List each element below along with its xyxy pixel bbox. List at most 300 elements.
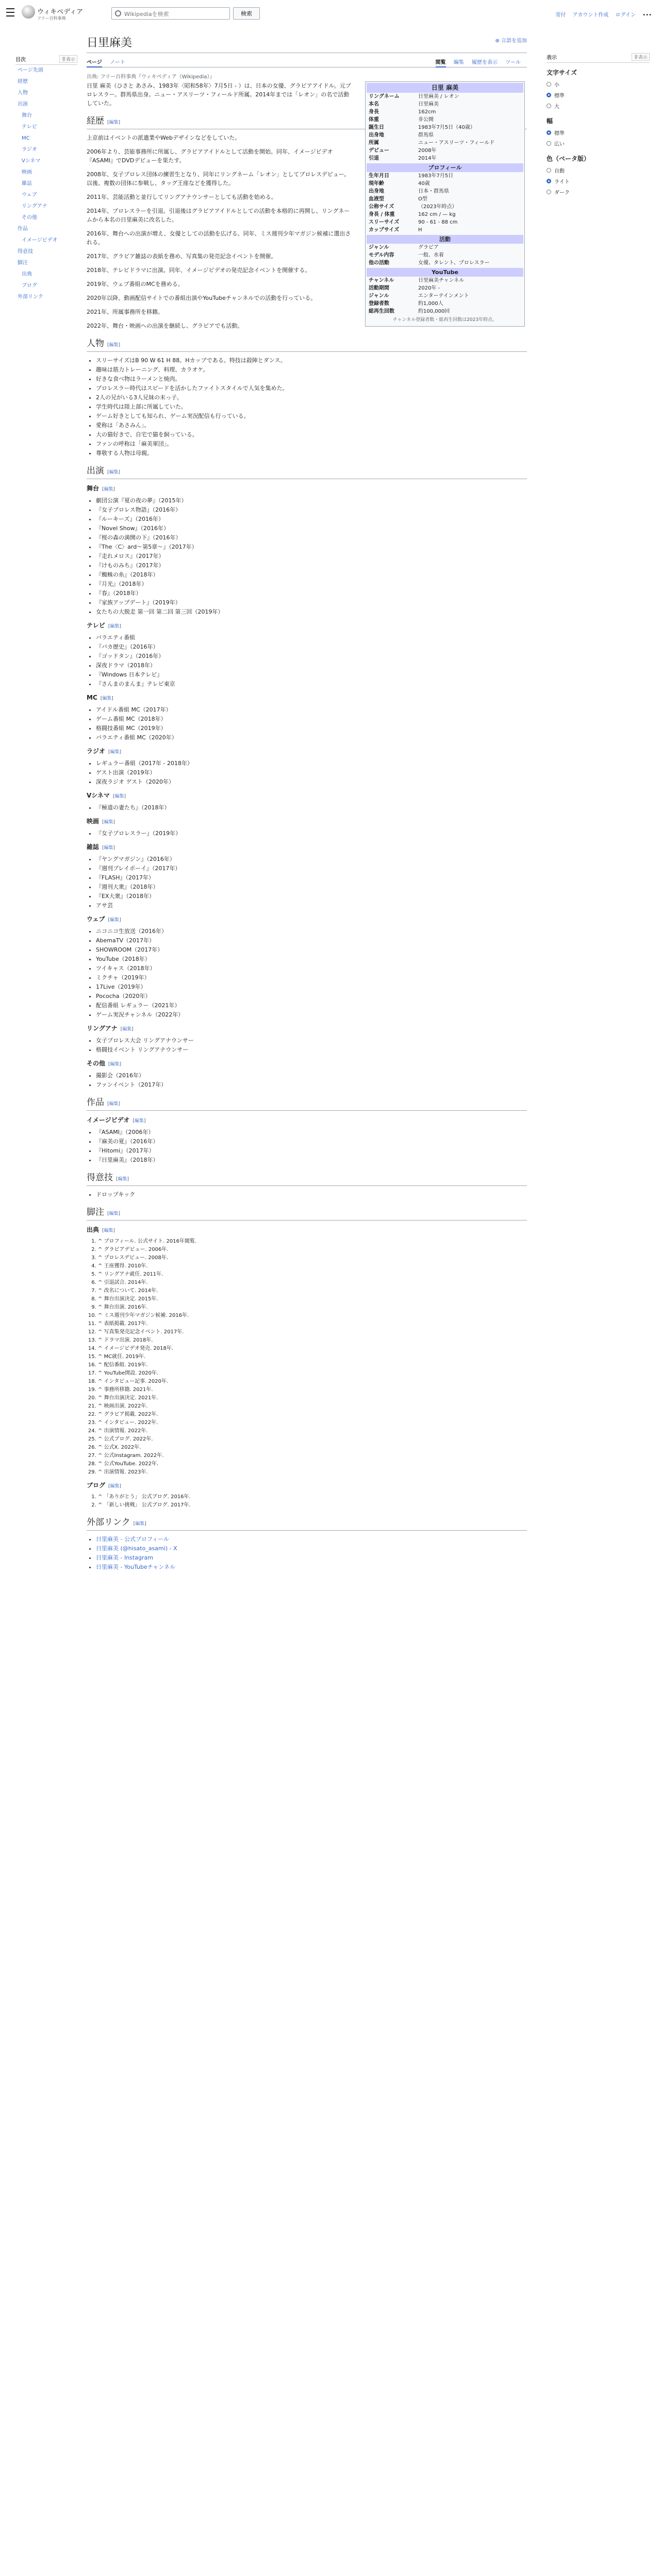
reference-item: 19. ^ 事務所移籍. 2021年.: [98, 1386, 527, 1394]
tab-tools[interactable]: ツール: [505, 60, 521, 65]
tab-edit[interactable]: 編集: [453, 60, 464, 65]
edit-link-label[interactable]: 編集: [134, 1118, 144, 1124]
edit-link[interactable]: [編集]: [100, 696, 113, 701]
person-item: • 趣味は筋力トレーニング、料理、カラオケ。: [96, 365, 527, 374]
stage-item: • 『月光』（2018年）: [96, 580, 527, 588]
infobox-key: 総再生回数: [369, 309, 394, 314]
stage-item: • 『家族アップデート』（2019年）: [96, 598, 527, 607]
toc-list: [15, 65, 77, 303]
mc-item: • ゲーム番組 MC（2018年）: [96, 715, 527, 723]
reference-item: 25. ^ 公式ブログ. 2022年.: [98, 1435, 527, 1443]
subsection-sources-text: 出典: [87, 1226, 100, 1233]
edit-link[interactable]: [編集]: [108, 750, 122, 755]
edit-link-label[interactable]: 編集: [109, 1211, 119, 1216]
toc-item[interactable]: 出典: [22, 272, 32, 277]
infobox-key: 引退: [369, 156, 379, 161]
reference-item: 16. ^ 配信番組. 2019年.: [98, 1361, 527, 1369]
toc-item[interactable]: 外部リンク: [18, 294, 43, 300]
toc-item[interactable]: 出演: [18, 101, 28, 107]
person-item: • ゲーム好きとしても知られ、ゲーム実況配信も行っている。: [96, 412, 527, 420]
infobox-key: 本名: [369, 101, 379, 107]
edit-link[interactable]: [編集]: [102, 1228, 115, 1233]
magazine-item: • アサ芸: [96, 901, 527, 910]
infobox-row: [367, 100, 523, 108]
page-title: 日里麻美: [87, 37, 133, 49]
subsection-other-text: その他: [87, 1060, 106, 1067]
external-link[interactable]: 日里麻美 - YouTubeチャンネル: [96, 1564, 176, 1570]
reference-item: 7. ^ 改名について. 2014年.: [98, 1287, 527, 1295]
toc-hide-button[interactable]: 非表示: [59, 55, 77, 63]
section-career-text: 経歴: [87, 116, 104, 126]
reference-item: 18. ^ インタビュー記事. 2020年.: [98, 1378, 527, 1385]
infobox-row: [367, 172, 523, 180]
edit-link[interactable]: [編集]: [108, 1484, 122, 1489]
infobox-value: 一般、水着: [418, 252, 444, 258]
career-paragraph: 2022年、舞台・映画への出演を継続し、グラビアでも活動。: [87, 323, 243, 329]
subsection-magazine-text: 雑誌: [87, 843, 100, 851]
infobox-value: 約100,000回: [418, 309, 450, 314]
edit-link[interactable]: [編集]: [102, 845, 115, 851]
search-button[interactable]: 検索: [233, 7, 260, 20]
blog-item: 2. ^ 「新しい挑戦」 公式ブログ. 2017年.: [98, 1501, 527, 1509]
infobox-key: スリーサイズ: [369, 219, 400, 225]
career-paragraph: 2017年、グラビア雑誌の表紙を務め、写真集の発売記念イベントを開催。: [87, 253, 277, 260]
appearance-hide-button[interactable]: 非表示: [632, 53, 650, 61]
infobox-value: 日本・群馬県: [418, 189, 449, 194]
edit-link-label[interactable]: 編集: [109, 120, 119, 125]
other-item-list: [87, 1071, 527, 1089]
edit-link-label[interactable]: 編集: [110, 918, 120, 923]
menu-icon[interactable]: [6, 8, 14, 16]
infobox-value: 女優、タレント、プロレスラー: [418, 260, 490, 266]
career-paragraph: 2021年、所属事務所を移籍。: [87, 309, 163, 315]
edit-link[interactable]: [編集]: [116, 1177, 129, 1182]
radio-circle-icon[interactable]: [547, 93, 551, 97]
edit-link[interactable]: [編集]: [102, 487, 115, 492]
toc-item[interactable]: 舞台: [22, 113, 32, 118]
tab-talk[interactable]: ノート: [110, 60, 125, 65]
edit-link[interactable]: [編集]: [107, 1101, 121, 1107]
ring-item: • 女子プロレス大会 リングアナウンサー: [96, 1036, 527, 1045]
subsection-stage-text: 舞台: [87, 485, 100, 492]
infobox-row: [367, 300, 523, 308]
infobox-key: 生年月日: [369, 173, 389, 179]
edit-link[interactable]: [編集]: [102, 820, 115, 825]
reference-item: 29. ^ 出演情報. 2023年.: [98, 1468, 527, 1476]
section-links-text: 外部リンク: [87, 1517, 130, 1528]
radio-option[interactable]: [547, 138, 650, 149]
radio-label: ライト: [554, 179, 570, 185]
subsection-ring: [87, 1024, 527, 1034]
magazine-item: • 『週刊大衆』（2018年）: [96, 883, 527, 891]
edit-link[interactable]: [編集]: [112, 794, 126, 799]
toc-item[interactable]: ページ先頭: [18, 67, 43, 73]
subsection-tv: [87, 621, 527, 631]
text-size-options: [547, 79, 650, 111]
subsection-mc-text: MC: [87, 694, 97, 701]
person-item: • プロレスラー時代はスピードを活かしたファイトスタイルで人気を集めた。: [96, 384, 527, 393]
career-paragraph: 2018年、テレビドラマに出演。同年、イメージビデオの発売記念イベントを開催する。: [87, 267, 311, 274]
add-languages-button[interactable]: ⊕ 言語を追加: [495, 38, 527, 44]
radio-circle-icon[interactable]: [547, 130, 551, 135]
more-icon[interactable]: •••: [642, 12, 652, 18]
reference-item: 5. ^ リングアナ就任. 2011年.: [98, 1270, 527, 1278]
radio-option[interactable]: [547, 90, 650, 100]
infobox-key: 現年齢: [369, 181, 384, 187]
edit-link[interactable]: [編集]: [133, 1521, 146, 1527]
toc-item[interactable]: その他: [22, 215, 37, 221]
tab-history[interactable]: 履歴を表示: [472, 60, 498, 65]
section-person: [87, 340, 527, 352]
edit-link[interactable]: [編集]: [107, 120, 121, 125]
infobox-value: 群馬県: [418, 132, 434, 138]
edit-link-label[interactable]: 編集: [104, 820, 113, 825]
infobox-row: [367, 226, 523, 234]
web-item: • 配信番組 レギュラー（2021年）: [96, 1001, 527, 1010]
career-paragraph: 2011年、芸能活動と並行してリングアナウンサーとしても活動を始める。: [87, 194, 277, 200]
move-item-list: [87, 1190, 527, 1199]
magazine-item: • 『週刊プレイボーイ』（2017年）: [96, 864, 527, 873]
edit-link-label[interactable]: 編集: [110, 1062, 120, 1067]
reference-item: 23. ^ インタビュー. 2022年.: [98, 1419, 527, 1427]
section-appearances: [87, 467, 527, 479]
infobox-row: [367, 124, 523, 131]
career-paragraph: 2020年以降、動画配信サイトでの番組出演やYouTubeチャンネルでの活動を行っている。: [87, 295, 317, 301]
other-item: • ファンイベント（2017年）: [96, 1080, 527, 1089]
edit-link-label[interactable]: 編集: [102, 696, 112, 701]
tab-read[interactable]: 閲覧: [436, 60, 446, 67]
film-item: • 『女子プロレスラー』（2019年）: [96, 829, 527, 838]
radio-option[interactable]: [547, 127, 650, 138]
infobox: [365, 81, 525, 327]
infobox-row: [367, 147, 523, 155]
radio-circle-icon[interactable]: [547, 82, 551, 87]
stage-item: • 『走れメロス』（2017年）: [96, 552, 527, 561]
wordmark: ウィキペディア: [37, 8, 84, 16]
text-size-heading: 文字サイズ: [547, 69, 577, 76]
infobox-profile-title: プロフィール: [367, 163, 523, 172]
film-item-list: [87, 829, 527, 838]
person-item: • 好きな食べ物はラーメンと焼肉。: [96, 375, 527, 383]
toc-item[interactable]: テレビ: [22, 124, 37, 130]
reference-item: 6. ^ 引退試合. 2014年.: [98, 1279, 527, 1286]
toc-item[interactable]: 得意技: [18, 249, 33, 255]
reference-item: 3. ^ プロレスデビュー. 2008年.: [98, 1254, 527, 1262]
reference-item: 15. ^ MC就任. 2019年.: [98, 1353, 527, 1361]
infobox-key: モデル内容: [369, 252, 394, 258]
edit-link-label[interactable]: 編集: [109, 470, 119, 475]
infobox-key: 公称サイズ: [369, 204, 394, 210]
infobox-value: 90 - 61 - 88 cm: [418, 219, 458, 225]
lead-paragraph: 日里 麻美（ひさと あさみ、1983年〈昭和58年〉7月5日 - ）は、日本の女優、グラビアアイドル。元プロレスラー。群馬県出身。ニュー・アスリーツ・フィールド所属。2014年までは「レオン」の名で活動していた。: [87, 82, 351, 107]
section-person-text: 人物: [87, 338, 104, 349]
infobox-value: ニュー・アスリーツ・フィールド: [418, 140, 495, 146]
search-box[interactable]: [111, 7, 230, 20]
section-works: [87, 1098, 527, 1111]
career-paragraph: 2019年、ウェブ番組のMCを務める。: [87, 281, 184, 287]
infobox-row: [367, 93, 523, 100]
edit-link[interactable]: [編集]: [107, 343, 121, 348]
radio-circle-icon[interactable]: [547, 104, 551, 108]
toc-item[interactable]: ウェブ: [22, 192, 37, 198]
reference-item: 9. ^ 舞台出演. 2016年.: [98, 1303, 527, 1311]
reference-item: 26. ^ 公式X. 2022年.: [98, 1444, 527, 1451]
subsection-other: [87, 1059, 527, 1069]
tab-page[interactable]: ページ: [87, 60, 102, 67]
stage-item: • 『女子プロレス物語』（2016年）: [96, 505, 527, 514]
infobox-key: 身長 / 体重: [369, 212, 395, 217]
stage-item-list: [87, 496, 527, 616]
radio-option[interactable]: [547, 100, 650, 111]
external-link[interactable]: 日里麻美 - 公式プロフィール: [96, 1536, 169, 1543]
create-account-link[interactable]: アカウント作成: [572, 12, 609, 18]
section-links: [87, 1518, 527, 1531]
radio-circle-icon[interactable]: [547, 168, 551, 173]
external-links-list: [87, 1535, 527, 1571]
wikipedia-globe-icon: [22, 5, 35, 19]
career-paragraph: 2006年より、芸能事務所に所属し、グラビアアイドルとして活動を開始。同年、イメージビデオ『ASAMI』でDVDデビューを果たす。: [87, 148, 333, 164]
infobox-key: 活動期間: [369, 285, 389, 291]
from-wikipedia: 出典: フリー百科事典『ウィキペディア（Wikipedia）』: [87, 74, 215, 80]
edit-link-label[interactable]: 編集: [135, 1521, 145, 1527]
infobox-key: 出身地: [369, 189, 384, 194]
ring-item: • 格闘技イベント リングアナウンサー: [96, 1045, 527, 1054]
ring-item-list: [87, 1036, 527, 1054]
infobox-profile-rows: [367, 172, 523, 234]
radio-option[interactable]: [547, 79, 650, 90]
toc-item[interactable]: リングアナ: [22, 204, 47, 209]
person-item-list: [87, 356, 527, 457]
magazine-item-list: [87, 855, 527, 910]
site-logo[interactable]: [20, 3, 84, 26]
stage-item: • 『桜の森の満開の下』（2016年）: [96, 533, 527, 542]
tv-item: • バラエティ番組: [96, 633, 527, 642]
mc-item: • バラエティ番組 MC（2020年）: [96, 733, 527, 742]
web-item: • YouTube（2018年）: [96, 955, 527, 963]
toc-heading: 目次 非表示: [15, 54, 77, 65]
edit-link-label[interactable]: 編集: [118, 1177, 127, 1182]
search-input[interactable]: [123, 9, 228, 19]
toc-item[interactable]: 映画: [22, 170, 32, 175]
toc-item[interactable]: MC: [22, 135, 30, 141]
infobox-row: [367, 195, 523, 203]
toc-item[interactable]: 雑誌: [22, 181, 32, 187]
infobox-key: 出身地: [369, 132, 384, 138]
edit-link[interactable]: [編集]: [108, 918, 121, 923]
edit-link-label[interactable]: 編集: [110, 1484, 120, 1489]
person-item: • 学生時代は陸上部に所属していた。: [96, 402, 527, 411]
radio-label: 標準: [554, 131, 565, 137]
external-link-item: [96, 1563, 527, 1571]
career-paragraph: 2008年、女子プロレス団体の練習生となり、同年にリングネーム「レオン」としてプロレスデビュー。以後、複数の団体に参戦し、タッグ王座などを獲得した。: [87, 171, 350, 187]
width-heading: 幅: [547, 117, 553, 125]
subsection-radio-text: ラジオ: [87, 748, 106, 755]
reference-item: 20. ^ 舞台出演決定. 2021年.: [98, 1394, 527, 1402]
infobox-youtube-title: YouTube: [367, 268, 523, 277]
radio-circle-icon[interactable]: [547, 179, 551, 183]
edit-link-label[interactable]: 編集: [122, 1027, 132, 1032]
infobox-key: 身長: [369, 109, 379, 115]
reference-item: 28. ^ 公式YouTube. 2022年.: [98, 1460, 527, 1468]
mc-item: • 格闘技番組 MC（2019年）: [96, 724, 527, 733]
tagline: フリー百科事典: [37, 16, 66, 21]
section-moves-text: 得意技: [87, 1173, 113, 1183]
radio-label: ダーク: [554, 190, 570, 196]
infobox-value: 162 cm / — kg: [418, 212, 456, 217]
infobox-youtube-rows: [367, 277, 523, 315]
radio-item-list: [87, 759, 527, 786]
color-options: [547, 165, 650, 197]
toc-item[interactable]: 作品: [18, 226, 28, 232]
appearance-heading: 表示 非表示: [547, 52, 650, 63]
subsection-iv-text: イメージビデオ: [87, 1116, 130, 1124]
infobox-value: 日里麻美: [418, 101, 439, 107]
reference-item: 27. ^ 公式Instagram. 2022年.: [98, 1452, 527, 1460]
section-appearances-text: 出演: [87, 466, 104, 476]
infobox-value: 162cm: [418, 109, 436, 115]
section-moves: [87, 1174, 527, 1186]
career-paragraph: 上京前はイベントの派遣業やWebデザインなどをしていた。: [87, 134, 241, 141]
infobox-value: 2014年: [418, 156, 437, 161]
edit-link-label[interactable]: 編集: [110, 750, 120, 755]
web-item: • ミクチャ（2019年）: [96, 973, 527, 982]
infobox-value: O型: [418, 196, 427, 202]
infobox-row: [367, 108, 523, 116]
person-item: • ファンの呼称は「麻美軍団」。: [96, 439, 527, 448]
person-item: • スリーサイズはB 90 W 61 H 88。Hカップである。特技は殺陣とダンス。: [96, 356, 527, 365]
reference-item: 14. ^ イメージビデオ発売. 2018年.: [98, 1345, 527, 1352]
infobox-key: チャンネル: [369, 278, 394, 283]
section-notes-text: 脚注: [87, 1207, 104, 1217]
infobox-row: [367, 218, 523, 226]
login-link[interactable]: ログイン: [615, 12, 636, 18]
radio-option[interactable]: [547, 176, 650, 187]
tv-item-list: [87, 633, 527, 688]
external-link[interactable]: 日里麻美 (@hisato_asami) - X: [96, 1545, 177, 1552]
stage-item: • 劇団公演『夏の夜の夢』（2015年）: [96, 496, 527, 505]
vcinema-item: • 『極道の妻たち』（2018年）: [96, 803, 527, 812]
infobox-row: [367, 251, 523, 259]
infobox-key: リングネーム: [369, 94, 400, 99]
person-item: • 尊敬する人物は母親。: [96, 449, 527, 457]
radio-option[interactable]: [547, 165, 650, 176]
radio-label: 大: [554, 104, 559, 110]
toc-item[interactable]: 脚注: [18, 260, 28, 266]
infobox-value: 2020年 -: [418, 285, 440, 291]
reference-item: 1. ^ プロフィール. 公式サイト. 2016年閲覧.: [98, 1238, 527, 1245]
edit-link-label[interactable]: 編集: [110, 624, 120, 629]
infobox-key: カップサイズ: [369, 227, 400, 233]
search-icon: [115, 10, 121, 16]
stage-item: • 『ルーキーズ』（2016年）: [96, 515, 527, 523]
stage-item: • 『The〈C〉ard〜第5章〜』（2017年）: [96, 543, 527, 551]
infobox-value: 1983年7月5日: [418, 173, 454, 179]
width-options: [547, 127, 650, 149]
radio-option[interactable]: [547, 187, 650, 197]
subsection-magazine: [87, 843, 527, 853]
subsection-sources: [87, 1226, 527, 1235]
blog-item: 1. ^ 「ありがとう」 公式ブログ. 2016年.: [98, 1493, 527, 1501]
person-item: • 2人の兄がいる3人兄妹の末っ子。: [96, 393, 527, 402]
infobox-key: デビュー: [369, 148, 389, 154]
subsection-tv-text: テレビ: [87, 622, 105, 629]
infobox-value: グラビア: [418, 245, 439, 250]
edit-link-label[interactable]: 編集: [109, 1101, 119, 1107]
edit-link[interactable]: [編集]: [133, 1118, 146, 1124]
edit-link[interactable]: [編集]: [120, 1027, 134, 1032]
infobox-row: [367, 131, 523, 139]
color-heading: 色（ベータ版）: [547, 155, 590, 162]
edit-link-label[interactable]: 編集: [104, 1228, 113, 1233]
infobox-row: [367, 139, 523, 147]
stage-item: • 『春』（2018年）: [96, 589, 527, 598]
other-item: • 撮影会（2016年）: [96, 1071, 527, 1080]
infobox-value: 約1,000人: [418, 301, 443, 307]
header: [0, 0, 662, 29]
edit-link-label[interactable]: 編集: [104, 487, 113, 492]
infobox-key: ジャンル: [369, 293, 389, 299]
iv-item: • 『ASAMI』（2006年）: [96, 1128, 527, 1137]
infobox-row: [367, 180, 523, 188]
iv-item: • 『日里麻美』（2018年）: [96, 1156, 527, 1164]
infobox-value: 2008年: [418, 148, 437, 154]
infobox-wrestler-rows: [367, 93, 523, 162]
toc-item[interactable]: イメージビデオ: [22, 238, 58, 243]
subsection-web-text: ウェブ: [87, 916, 105, 923]
tv-item: • 『さんまのまんま』テレビ東京: [96, 680, 527, 688]
infobox-key: 他の活動: [369, 260, 389, 266]
toc-item[interactable]: ブログ: [22, 283, 37, 289]
page-tabs: [87, 56, 527, 67]
toc-item[interactable]: Vシネマ: [22, 158, 41, 164]
subsection-blog: [87, 1481, 527, 1491]
tv-item: • 『Windows 日本テレビ』: [96, 670, 527, 679]
external-link-item: [96, 1535, 527, 1544]
toc-item[interactable]: 経歴: [18, 79, 28, 84]
radio-label: 広い: [554, 142, 565, 147]
radio-circle-icon[interactable]: [547, 190, 551, 194]
edit-link-label[interactable]: 編集: [114, 794, 124, 799]
toc-item[interactable]: ラジオ: [22, 147, 37, 152]
reference-item: 13. ^ ドラマ出演. 2018年.: [98, 1336, 527, 1344]
external-link[interactable]: 日里麻美 - Instagram: [96, 1554, 153, 1561]
web-item: • 17Live（2019年）: [96, 982, 527, 991]
toc-item[interactable]: 人物: [18, 90, 28, 96]
edit-link-label[interactable]: 編集: [104, 845, 113, 851]
infobox-row: [367, 211, 523, 218]
infobox-value: 1983年7月5日（40歳）: [418, 125, 475, 130]
edit-link[interactable]: [編集]: [108, 624, 121, 629]
edit-link[interactable]: [編集]: [107, 470, 121, 475]
radio-circle-icon[interactable]: [547, 141, 551, 146]
person-item: • 愛称は「あさみん」。: [96, 421, 527, 430]
donate-link[interactable]: 寄付: [555, 12, 566, 18]
infobox-value: 日里麻美 / レオン: [418, 94, 459, 99]
references-list: [87, 1238, 527, 1476]
infobox-key: 所属: [369, 140, 379, 146]
web-item: • ニコニコ生放送（2016年）: [96, 927, 527, 936]
edit-link[interactable]: [編集]: [107, 1211, 121, 1216]
career-paragraph: 2014年、プロレスラーを引退。引退後はグラビアアイドルとしての活動を本格的に再開し、リングネームから本名の日里麻美に改名した。: [87, 208, 350, 223]
edit-link-label[interactable]: 編集: [109, 343, 119, 348]
infobox-row: [367, 155, 523, 162]
subsection-mc: [87, 693, 527, 703]
web-item-list: [87, 927, 527, 1019]
infobox-key: 体重: [369, 117, 379, 123]
stage-item: • 女たちの大脱走 第一回 第二回 第三回（2019年）: [96, 607, 527, 616]
edit-link[interactable]: [編集]: [108, 1062, 122, 1067]
reference-item: 2. ^ グラビアデビュー. 2006年.: [98, 1246, 527, 1253]
